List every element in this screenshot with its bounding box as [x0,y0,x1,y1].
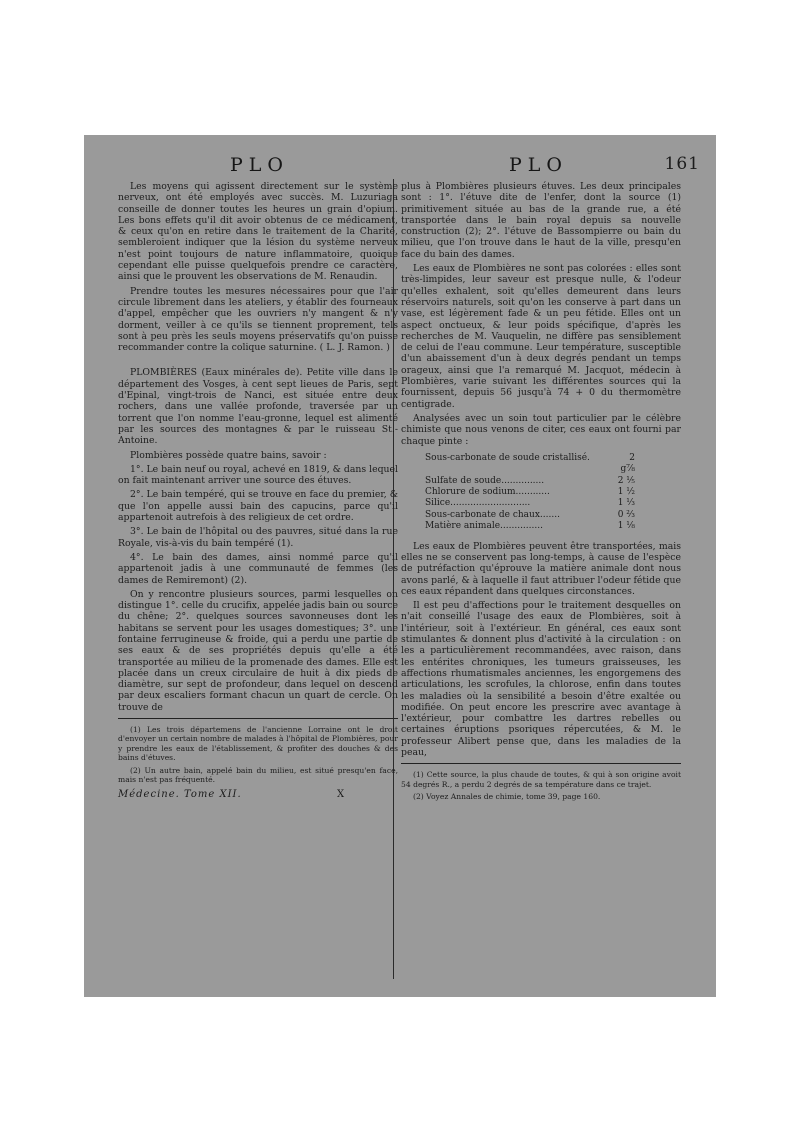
footnote: (2) Voyez Annales de chimie, tome 39, page 160. [413,792,601,802]
analysis-row [425,521,635,532]
paragraph: On y rencontre plusieurs sources, parmi lesquelles on distingue 1°. celle du crucifix, appelée jadis bain ou source du chêne; 2°. quelques sources savonneuses dont les habitans se servent pour les usages domestiques; 3°. une fontaine ferrugineuse & froide, qui a perdu une partie de ses eaux & de ses propriétés depuis qu'elle a été transportée au milieu de la promenade des dames. Elle est placée dans un creux circulaire de huit à dix pieds de diamètre, sur sept de profondeur, dans lequel on descend par deux escaliers formant chacun un quart de cercle. On trouve de [118,588,398,713]
analysis-value: 1 ⅓ [617,498,635,509]
signature-mark: X [337,788,346,800]
footnote-rule [118,718,398,719]
page-number: 161 [664,154,700,174]
paragraph: Il est peu d'affections pour le traitement desquelles on n'ait conseillé l'usage des eaux de Plombières, soit à l'intérieur, soit à l'extérieur. En général, ces eaux sont stimulantes & donnent plus d'activité à la circulation : on les a particulièrement recommandées, avec raison, dans les entérites chroniques, les tumeurs graisseuses, les affections rhumatismales anciennes, les engorgemens des articulations, les scrofules, la chlorose, enfin dans toutes les maladies où la sensibilité a besoin d'être exaltée ou modifiée. On peut encore les prescrire avec avantage à l'extérieur, pour combattre les dartres rebelles ou certaines éruptions psoriques répercutées, & M. le professeur Alibert pense que, dans les maladies de la peau, [401,600,681,759]
footnote: (1) Les trois départemens de l'ancienne Lorraine ont le droit d'envoyer un certain nombre de malades à l'hôpital de Plombières, pour y prendre les eaux de l'établissement, & profiter des douches & des bains d'étuves. [118,725,398,763]
footnote: (1) Cette source, la plus chaude de toutes, & qui à son origine avoit 54 degrés R., a perdu 2 degrés de sa température dans ce trajet. [401,770,681,789]
analysis-value: 0 ⅔ [617,509,635,520]
paragraph: plus à Plombières plusieurs étuves. Les deux principales sont : 1°. l'étuve dite de l'enfer, dont la source (1) primitivement située au bas de la grande rue, a été transportée dans le bain royal depuis sa nouvelle construction (2); 2°. l'étuve de Bassompierre ou bain du milieu, que l'on trouve dans le haut de la ville, presqu'en face du bain des dames. [401,181,681,260]
paragraph: Les eaux de Plombières peuvent être transportées, mais elles ne se conservent pas long-temps, à cause de l'espèce de putréfaction qu'éprouve la matière animale dont nous avons parlé, & à laquelle il faut attribuer l'odeur fétide que ces eaux répandent dans quelques circonstances. [401,540,681,597]
analysis-substance: Sous-carbonate de chaux....... [425,509,560,520]
paragraph: 3°. Le bain de l'hôpital ou des pauvres, situé dans la rue Royale, vis-à-vis du bain tempéré (1). [118,526,398,549]
analysis-value: 2 ⅕ [617,475,635,486]
right-column [401,181,681,805]
footnote-rule [401,763,681,764]
signature-line [118,789,398,800]
paragraph: 2°. Le bain tempéré, qui se trouve en face du premier, & que l'on appelle aussi bain des capucins, parce qu'il appartenoit autrefois à des religieux de cet ordre. [118,489,398,524]
analysis-row [425,487,635,498]
analysis-row [425,498,635,509]
left-column [118,181,398,800]
analysis-value: 2 g⅞ [620,452,635,475]
book-page [84,135,716,997]
analysis-substance: Sous-carbonate de soude cristallisé. [425,452,590,463]
analysis-row [425,453,635,476]
paragraph: Plombières possède quatre bains, savoir : [130,449,327,461]
analysis-row [425,510,635,521]
paragraph: 4°. Le bain des dames, ainsi nommé parce qu'il appartenoit jadis à une communauté de femmes (les dames de Remiremont) (2). [118,551,398,586]
analysis-substance: Sulfate de soude............... [425,475,545,486]
analysis-table [425,453,635,533]
paragraph: 1°. Le bain neuf ou royal, achevé en 1819, & dans lequel on fait maintenant arriver une source des étuves. [118,463,398,487]
analysis-value: 1 ⅛ [617,521,635,532]
paragraph: Prendre toutes les mesures nécessaires pour que l'air circule librement dans les ateliers, y établir des fourneaux d'appel, empêcher que les ouvriers n'y mangent & n'y dorment, veiller à ce qu'ils se tiennent proprement, tels sont à peu près les seuls moyens préservatifs qu'on puisse recommander contre la colique saturnine. ( L. J. Ramon. ) [118,285,398,354]
paragraph: Les eaux de Plombières ne sont pas colorées : elles sont très-limpides, leur saveur est presque nulle, & l'odeur qu'elles exhalent, soit qu'elles demeurent dans leurs réservoirs naturels, soit qu'on les conserve à part dans un vase, est légèrement fade & un peu fétide. Elles ont un aspect onctueux, & leur poids spécifique, d'après les recherches de M. Vauquelin, ne diffère pas sensiblement de celui de l'eau commune. Leur température, susceptible d'un abaissement d'un à deux degrés pendant un temps orageux, ainsi que l'a remarqué M. Jacquot, médecin à Plombières, varie suivant les différentes sources qui la fournissent, depuis 56 jusqu'à 74 + 0 du thermomètre centigrade. [401,263,681,410]
analysis-substance: Chlorure de sodium............ [425,487,550,498]
analysis-row [425,476,635,487]
paragraph: Analysées avec un soin tout particulier par le célèbre chimiste que nous venons de citer, ces eaux ont fourni par chaque pinte : [401,412,681,447]
analysis-substance: Silice............................ [425,498,531,509]
running-head-left: PLO [230,154,289,176]
analysis-value: 1 ½ [617,487,635,498]
running-head-right: PLO [509,154,568,176]
footnote: (2) Un autre bain, appelé bain du milieu, est situé presqu'en face, mais n'est pas fréquenté. [118,765,398,785]
article-heading-paragraph: PLOMBIÈRES (Eaux minérales de). Petite ville dans le département des Vosges, à cent sept lieues de Paris, sept d'Epinal, vingt-trois de Nanci, est située entre deux rochers, dans une vallée profonde, traversée par un torrent que l'on nomme l'eau-gronne, lequel est alimenté par les sources des montagnes & par le ruisseau St.-Antoine. [118,367,398,447]
analysis-substance: Matière animale............... [425,521,543,532]
paragraph: Les moyens qui agissent directement sur le système nerveux, ont été employés avec succès. M. Luzuriaga conseille de donner toutes les heures un grain d'opium. Les bons effets qu'il dit avoir obtenus de ce médicament, & ceux qu'on en retire dans le traitement de la Charité, sembleroient indiquer que la lésion du système nerveux n'est point toujours de nature inflammatoire, quoique cependant elle puisse quelquefois prendre ce caractère, ainsi que le prouvent les observations de M. Renaudin. [118,181,398,283]
signature-title: Médecine. Tome XII. [118,788,242,800]
